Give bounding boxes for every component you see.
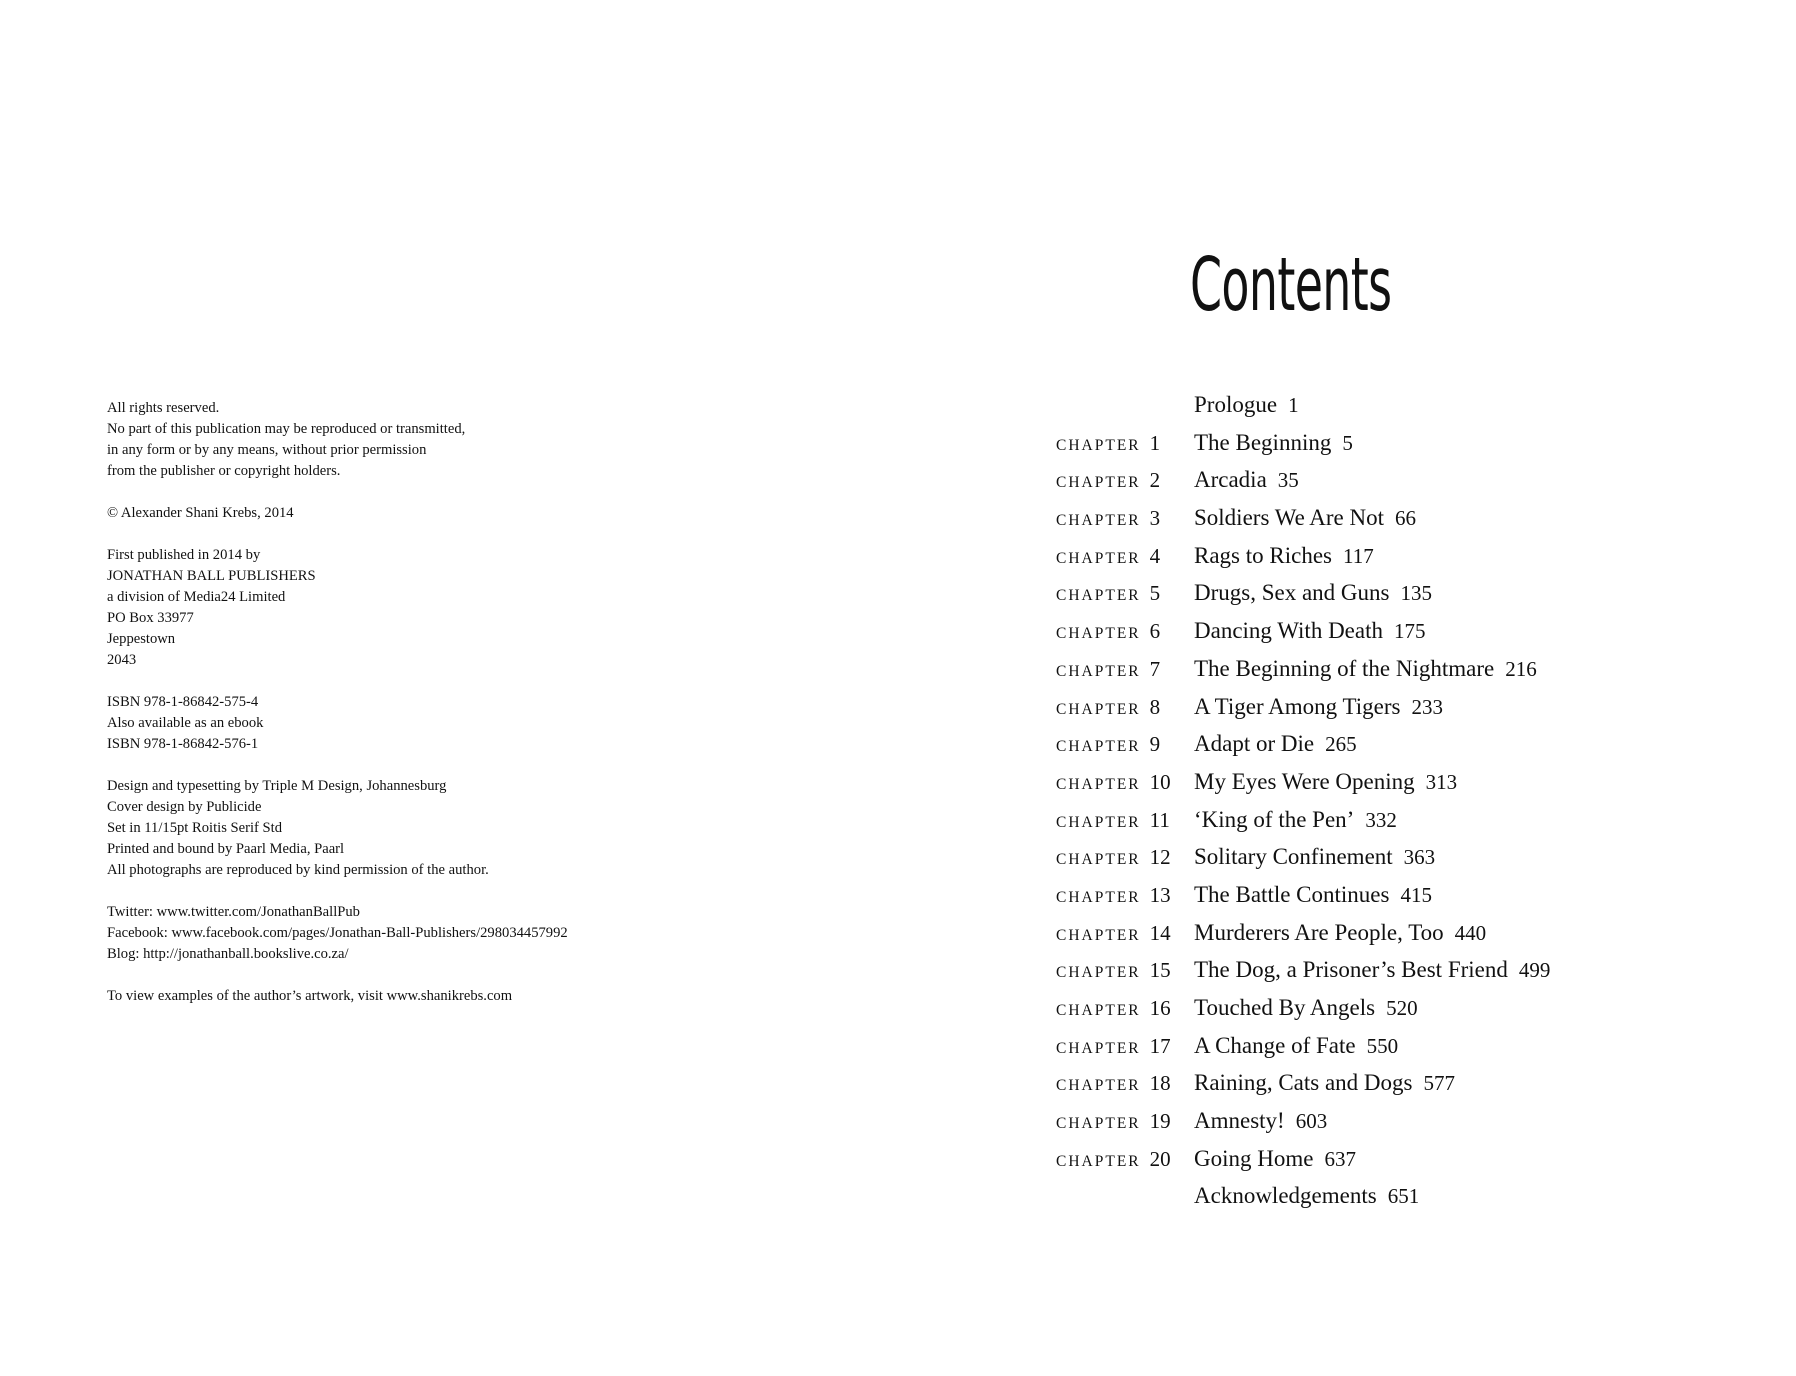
chapter-word: CHAPTER bbox=[1056, 888, 1141, 906]
chapter-word: CHAPTER bbox=[1056, 474, 1141, 492]
chapter-label bbox=[1056, 468, 1194, 493]
publisher-line: a division of Media24 Limited bbox=[107, 589, 286, 605]
chapter-label bbox=[1056, 883, 1194, 908]
page-number: 520 bbox=[1386, 996, 1418, 1020]
chapter-word: CHAPTER bbox=[1056, 926, 1141, 944]
chapter-word: CHAPTER bbox=[1056, 549, 1141, 567]
blog-line: Blog: http://jonathanball.bookslive.co.za/ bbox=[107, 946, 349, 962]
page-number: 313 bbox=[1425, 769, 1458, 794]
chapter-title: Touched By Angels bbox=[1194, 995, 1376, 1020]
page-number: 332 bbox=[1365, 807, 1397, 832]
publisher-line: 2043 bbox=[107, 652, 137, 668]
chapter-label bbox=[1056, 996, 1194, 1021]
copyright-line: © Alexander Shani Krebs, 2014 bbox=[107, 505, 294, 521]
page-number: 1 bbox=[1288, 393, 1299, 417]
chapter-label bbox=[1056, 1109, 1194, 1134]
credit-line: Cover design by Publicide bbox=[107, 799, 262, 815]
page-number: 66 bbox=[1395, 506, 1417, 531]
toc-entry bbox=[1056, 920, 1756, 958]
chapter-number: 11 bbox=[1149, 807, 1170, 832]
isbn-info bbox=[107, 692, 727, 755]
toc-entry bbox=[1056, 995, 1756, 1033]
page-number: 637 bbox=[1324, 1146, 1356, 1171]
chapter-number: 19 bbox=[1149, 1109, 1171, 1134]
chapter-title: Prologue bbox=[1194, 392, 1278, 417]
rights-line: No part of this publication may be reproduced or transmitted, bbox=[107, 421, 466, 437]
page-number: 577 bbox=[1423, 1071, 1455, 1096]
publisher-line: First published in 2014 by bbox=[107, 547, 261, 563]
chapter-label bbox=[1056, 695, 1194, 720]
chapter-word: CHAPTER bbox=[1056, 587, 1141, 605]
page-number: 499 bbox=[1518, 958, 1551, 983]
chapter-label bbox=[1056, 657, 1194, 682]
chapter-title: Soldiers We Are Not bbox=[1194, 505, 1385, 531]
page-number: 415 bbox=[1400, 882, 1432, 907]
chapter-word: CHAPTER bbox=[1056, 662, 1141, 680]
chapter-number: 12 bbox=[1149, 845, 1171, 870]
chapter-word: CHAPTER bbox=[1056, 700, 1141, 718]
toc-entry bbox=[1056, 769, 1756, 807]
chapter-label bbox=[1056, 808, 1194, 833]
chapter-title: Solitary Confinement bbox=[1194, 844, 1393, 870]
chapter-label bbox=[1056, 619, 1194, 644]
chapter-word: CHAPTER bbox=[1056, 738, 1141, 756]
copyright-notice bbox=[107, 503, 727, 524]
rights-line: in any form or by any means, without prior permission bbox=[107, 442, 427, 458]
toc-entry bbox=[1056, 1146, 1756, 1184]
isbn-line: Also available as an ebook bbox=[107, 715, 264, 731]
chapter-number: 13 bbox=[1149, 882, 1171, 907]
chapter-number: 20 bbox=[1149, 1146, 1171, 1171]
chapter-word: CHAPTER bbox=[1056, 1077, 1141, 1095]
chapter-word: CHAPTER bbox=[1056, 1115, 1141, 1133]
chapter-number: 7 bbox=[1149, 656, 1161, 681]
chapter-title: The Beginning bbox=[1194, 429, 1332, 455]
toc-entry bbox=[1056, 467, 1756, 505]
page-number: 550 bbox=[1366, 1033, 1399, 1058]
imprint-page bbox=[107, 398, 727, 1028]
toc-entry bbox=[1056, 430, 1756, 468]
chapter-number: 1 bbox=[1149, 430, 1161, 455]
toc-entry bbox=[1056, 618, 1756, 656]
chapter-word: CHAPTER bbox=[1056, 964, 1141, 982]
table-of-contents bbox=[1056, 392, 1756, 1221]
publisher-line: Jeppestown bbox=[107, 631, 176, 647]
chapter-label bbox=[1056, 921, 1194, 946]
publisher-line: JONATHAN BALL PUBLISHERS bbox=[107, 568, 316, 584]
chapter-word: CHAPTER bbox=[1056, 625, 1141, 643]
toc-entry bbox=[1056, 1070, 1756, 1108]
chapter-word: CHAPTER bbox=[1056, 1039, 1141, 1057]
credit-line: Set in 11/15pt Roitis Serif Std bbox=[107, 820, 283, 836]
chapter-title: Murderers Are People, Too bbox=[1194, 919, 1444, 945]
page-number: 35 bbox=[1277, 468, 1299, 493]
chapter-label bbox=[1056, 581, 1194, 606]
chapter-title: ‘King of the Pen’ bbox=[1194, 806, 1355, 832]
toc-entry bbox=[1056, 957, 1756, 995]
chapter-title: Dancing With Death bbox=[1194, 618, 1383, 644]
chapter-title: A Tiger Among Tigers bbox=[1194, 693, 1401, 719]
chapter-title: Adapt or Die bbox=[1194, 731, 1315, 757]
chapter-title: Raining, Cats and Dogs bbox=[1194, 1070, 1413, 1096]
credit-line: Design and typesetting by Triple M Design, Johannesburg bbox=[107, 778, 447, 794]
chapter-word: CHAPTER bbox=[1056, 436, 1141, 454]
chapter-title: Going Home bbox=[1194, 1145, 1314, 1171]
page-number: 5 bbox=[1342, 430, 1353, 455]
chapter-number: 3 bbox=[1149, 506, 1161, 531]
chapter-title: Rags to Riches bbox=[1194, 542, 1332, 568]
chapter-number: 10 bbox=[1149, 769, 1171, 794]
chapter-label bbox=[1056, 1071, 1194, 1096]
chapter-label bbox=[1056, 770, 1194, 795]
chapter-label bbox=[1056, 544, 1194, 569]
chapter-word: CHAPTER bbox=[1056, 813, 1141, 831]
contents-heading: Contents bbox=[1190, 242, 1392, 328]
toc-entry bbox=[1056, 1183, 1756, 1221]
toc-entry bbox=[1056, 543, 1756, 581]
publisher-info bbox=[107, 545, 727, 671]
credit-line: Printed and bound by Paarl Media, Paarl bbox=[107, 841, 345, 857]
chapter-title: A Change of Fate bbox=[1194, 1032, 1356, 1058]
chapter-word: CHAPTER bbox=[1056, 851, 1141, 869]
toc-entry bbox=[1056, 580, 1756, 618]
page-number: 265 bbox=[1325, 732, 1357, 757]
chapter-number: 9 bbox=[1149, 732, 1161, 757]
chapter-number: 5 bbox=[1149, 581, 1161, 606]
isbn-line: ISBN 978-1-86842-576-1 bbox=[107, 736, 259, 752]
toc-entry bbox=[1056, 656, 1756, 694]
toc-entry bbox=[1056, 505, 1756, 543]
chapter-word: CHAPTER bbox=[1056, 512, 1141, 530]
chapter-label bbox=[1056, 1147, 1194, 1172]
chapter-number: 2 bbox=[1149, 468, 1161, 493]
chapter-number: 4 bbox=[1149, 543, 1161, 568]
rights-line: All rights reserved. bbox=[107, 400, 220, 416]
chapter-title: The Dog, a Prisoner’s Best Friend bbox=[1194, 957, 1508, 983]
chapter-number: 14 bbox=[1149, 920, 1171, 945]
page-number: 216 bbox=[1505, 656, 1537, 681]
chapter-number: 6 bbox=[1149, 619, 1161, 644]
toc-entry bbox=[1056, 1108, 1756, 1146]
rights-line: from the publisher or copyright holders. bbox=[107, 463, 341, 479]
chapter-number: 18 bbox=[1149, 1071, 1171, 1096]
artwork-line: To view examples of the author’s artwork, visit www.shanikrebs.com bbox=[107, 988, 513, 1004]
chapter-word: CHAPTER bbox=[1056, 1002, 1141, 1019]
social-links bbox=[107, 902, 727, 965]
page-number: 440 bbox=[1454, 920, 1487, 945]
chapter-label bbox=[1056, 958, 1194, 983]
chapter-word: CHAPTER bbox=[1056, 1152, 1141, 1170]
rights-notice bbox=[107, 398, 727, 482]
toc-entry bbox=[1056, 392, 1756, 430]
chapter-number: 8 bbox=[1149, 694, 1161, 719]
chapter-label bbox=[1056, 431, 1194, 456]
artwork-notice bbox=[107, 986, 727, 1007]
chapter-title: The Battle Continues bbox=[1194, 881, 1390, 907]
page-number: 135 bbox=[1400, 581, 1432, 606]
toc-entry bbox=[1056, 844, 1756, 882]
page-number: 651 bbox=[1387, 1184, 1420, 1209]
chapter-title: The Beginning of the Nightmare bbox=[1194, 655, 1495, 681]
publisher-line: PO Box 33977 bbox=[107, 610, 194, 626]
toc-entry bbox=[1056, 694, 1756, 732]
page-number: 175 bbox=[1394, 619, 1426, 644]
chapter-word: CHAPTER bbox=[1056, 775, 1141, 793]
chapter-label bbox=[1056, 1034, 1194, 1059]
chapter-title: Amnesty! bbox=[1194, 1108, 1285, 1134]
chapter-title: Arcadia bbox=[1194, 467, 1267, 493]
chapter-label bbox=[1056, 732, 1194, 757]
toc-entry bbox=[1056, 731, 1756, 769]
chapter-label bbox=[1056, 506, 1194, 531]
toc-entry bbox=[1056, 882, 1756, 920]
chapter-label bbox=[1056, 845, 1194, 870]
isbn-line: ISBN 978-1-86842-575-4 bbox=[107, 694, 259, 710]
credit-line: All photographs are reproduced by kind permission of the author. bbox=[107, 862, 489, 878]
chapter-title: My Eyes Were Opening bbox=[1194, 768, 1415, 794]
chapter-number: 16 bbox=[1149, 996, 1171, 1020]
facebook-line: Facebook: www.facebook.com/pages/Jonathan-Ball-Publishers/298034457992 bbox=[107, 925, 568, 941]
production-credits bbox=[107, 776, 727, 881]
page-number: 603 bbox=[1295, 1109, 1328, 1134]
toc-entry bbox=[1056, 807, 1756, 845]
chapter-title: Acknowledgements bbox=[1194, 1183, 1377, 1209]
chapter-number: 15 bbox=[1149, 958, 1171, 983]
twitter-line: Twitter: www.twitter.com/JonathanBallPub bbox=[107, 904, 360, 920]
chapter-title: Drugs, Sex and Guns bbox=[1194, 580, 1390, 606]
toc-entry bbox=[1056, 1033, 1756, 1071]
chapter-number: 17 bbox=[1149, 1033, 1171, 1058]
page-number: 363 bbox=[1403, 845, 1436, 870]
page-number: 233 bbox=[1411, 694, 1443, 719]
page-number: 117 bbox=[1343, 543, 1374, 568]
